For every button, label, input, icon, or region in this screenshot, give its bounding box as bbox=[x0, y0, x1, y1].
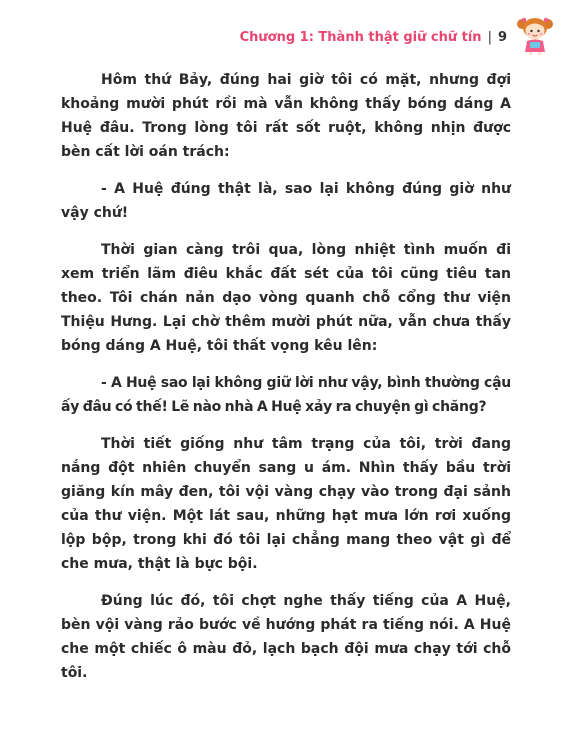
paragraph: Thời gian càng trôi qua, lòng nhiệt tình muốn đi xem triển lãm điêu khắc đất sét của tôi cũng tiêu tan theo. Tôi chán nản dạo vòng quanh chỗ cổng thư viện Thiệu Hưng. Lại chờ thêm mười phút nữa, vẫn chưa thấy bóng dáng A Huệ, tôi thất vọng kêu lên: bbox=[61, 242, 511, 354]
page-body bbox=[61, 68, 511, 698]
paragraph: Đúng lúc đó, tôi chợt nghe thấy tiếng của A Huệ, bèn vội vàng rảo bước về hướng phát ra tiếng nói. A Huệ che một chiếc ô màu đỏ, lạch bạch đội mưa chạy tới chỗ tôi. bbox=[61, 593, 511, 681]
paragraph: Thời tiết giống như tâm trạng của tôi, trời đang nắng đột nhiên chuyển sang u ám. Nhìn thấy bầu trời giăng kín mây đen, tôi vội vàng chạy vào trong đại sảnh của thư viện. Một lát sau, những hạt mưa lớn rơi xuống lộp bộp, trong khi đó tôi lại chẳng mang theo vật gì để che mưa, thật là bực bội. bbox=[61, 436, 511, 572]
chapter-title: Chương 1: Thành thật giữ chữ tín bbox=[239, 29, 482, 45]
paragraph: Hôm thứ Bảy, đúng hai giờ tôi có mặt, nhưng đợi khoảng mười phút rồi mà vẫn không thấy bóng dáng A Huệ đâu. Trong lòng tôi rất sốt ruột, không nhịn được bèn cất lời oán trách: bbox=[61, 72, 511, 160]
girl-mascot-icon bbox=[515, 12, 555, 56]
page-number: 9 bbox=[497, 29, 507, 45]
dialogue-paragraph: - A Huệ sao lại không giữ lời như vậy, bình thường cậu ấy đâu có thế! Lẽ nào nhà A Huệ xảy ra chuyện gì chăng? bbox=[61, 375, 511, 415]
dialogue-paragraph: - A Huệ đúng thật là, sao lại không đúng giờ như vậy chứ! bbox=[61, 181, 511, 221]
running-header bbox=[240, 26, 507, 48]
header-separator: | bbox=[487, 29, 492, 45]
